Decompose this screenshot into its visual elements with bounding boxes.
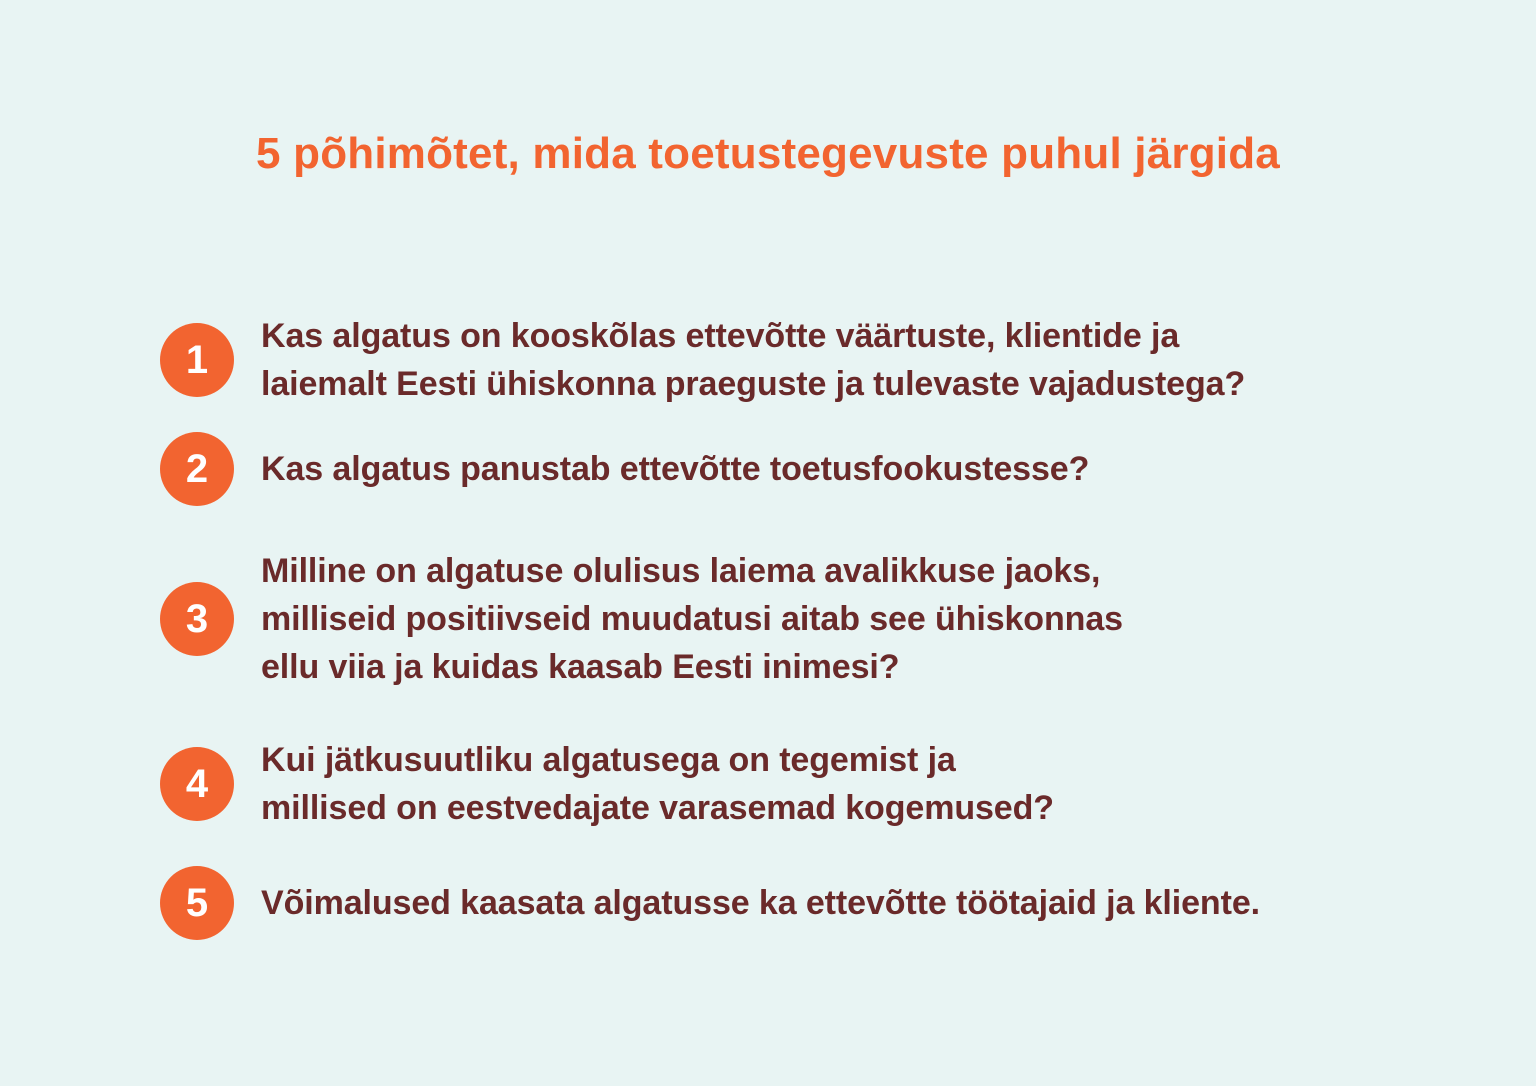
principle-text-line: laiemalt Eesti ühiskonna praeguste ja tulevaste vajadustega?	[261, 365, 1246, 403]
principle-text-line: Kas algatus panustab ettevõtte toetusfookustesse?	[261, 450, 1090, 488]
principle-item-3	[160, 547, 1123, 691]
principle-item-4	[160, 736, 1054, 832]
principle-item-1	[160, 312, 1245, 408]
principle-text-line: Kas algatus on kooskõlas ettevõtte väärtuste, klientide ja	[261, 317, 1180, 355]
number-badge: 4	[160, 747, 234, 821]
principle-text	[261, 312, 1245, 408]
number-badge: 3	[160, 582, 234, 656]
principle-text	[261, 736, 1054, 832]
principle-text-line: Kui jätkusuutliku algatusega on tegemist ja	[261, 741, 956, 779]
number-badge: 2	[160, 432, 234, 506]
principle-text-line: Milline on algatuse olulisus laiema avalikkuse jaoks,	[261, 552, 1101, 590]
principle-text	[261, 879, 1260, 927]
principle-text-line: Võimalused kaasata algatusse ka ettevõtte töötajaid ja kliente.	[261, 884, 1260, 922]
number-badge: 5	[160, 866, 234, 940]
principle-text-line: ellu viia ja kuidas kaasab Eesti inimesi?	[261, 648, 900, 686]
principle-text	[261, 547, 1123, 691]
principle-text	[261, 445, 1089, 493]
number-badge: 1	[160, 323, 234, 397]
principle-item-2	[160, 432, 1089, 506]
page-title: 5 põhimõtet, mida toetustegevuste puhul järgida	[256, 129, 1280, 178]
principle-text-line: milliseid positiivseid muudatusi aitab see ühiskonnas	[261, 600, 1123, 638]
principle-item-5	[160, 866, 1260, 940]
principle-text-line: millised on eestvedajate varasemad kogemused?	[261, 789, 1054, 827]
